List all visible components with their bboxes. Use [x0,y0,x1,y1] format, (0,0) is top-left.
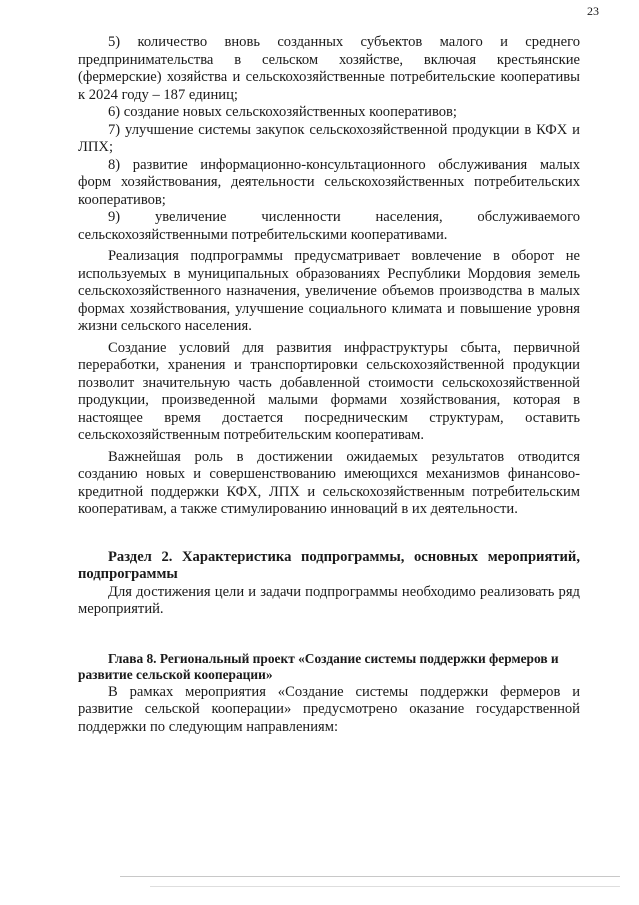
section-2-text: Для достижения цели и задачи подпрограммы необходимо реализовать ряд мероприятий. [78,583,580,617]
list-item-7: 7) улучшение системы закупок сельскохозяйственной продукции в КФХ и ЛПХ; [78,121,580,155]
paragraph-support: Важнейшая роль в достижении ожидаемых результатов отводится созданию новых и совершенствованию имеющихся механизмов финансово-кредитной поддержки КФХ, ЛПХ и сельскохозяйственным потребительским кооперативам, а также стимулированию инноваций в их деятельности. [78,448,580,517]
chapter-8-heading: Глава 8. Региональный проект «Создание системы поддержки фермеров и развитие сельской кооперации» [78,650,559,682]
chapter-8-text: В рамках мероприятия «Создание системы поддержки фермеров и развитие сельской кооперации» предусмотрено оказание государственной поддержки по следующим направлениям: [78,683,580,735]
list-item-6: 6) создание новых сельскохозяйственных кооперативов; [108,104,457,120]
footer-rule [120,876,620,877]
list-item-5: 5) количество вновь созданных субъектов малого и среднего предпринимательства в сельском хозяйстве, включая крестьянские (фермерские) хозяйства и сельскохозяйственные потребительские кооперативы к 2024 году – 187 единиц; [78,34,580,103]
paragraph-realization: Реализация подпрограммы предусматривает вовлечение в оборот не используемых в муниципальных образованиях Республики Мордовия земель сельскохозяйственного назначения, увеличение объемов производства в малых формах хозяйствования, улучшение социального климата и повышение уровня жизни сельского населения. [78,248,580,334]
page-number: 23 [587,4,599,18]
list-item-8: 8) развитие информационно-консультационного обслуживания малых форм хозяйствования, деятельности сельскохозяйственных потребительских кооперативов; [78,156,580,208]
footer-rule-secondary [150,886,620,887]
document-body [78,34,580,736]
section-2-heading: Раздел 2. Характеристика подпрограммы, основных мероприятий, подпрограммы [78,548,580,582]
list-item-9: 9) увеличение численности населения, обслуживаемого сельскохозяйственными потребительскими кооперативами. [78,209,580,243]
paragraph-infrastructure: Создание условий для развития инфраструктуры сбыта, первичной переработки, хранения и транспортировки сельскохозяйственной продукции позволит значительную часть добавленной стоимости сельскохозяйственной продукции, произведенной малыми формами хозяйствования, которая в настоящее время достается посредническим структурам, оставить сельскохозяйственным потребительским кооперативам. [78,339,580,443]
